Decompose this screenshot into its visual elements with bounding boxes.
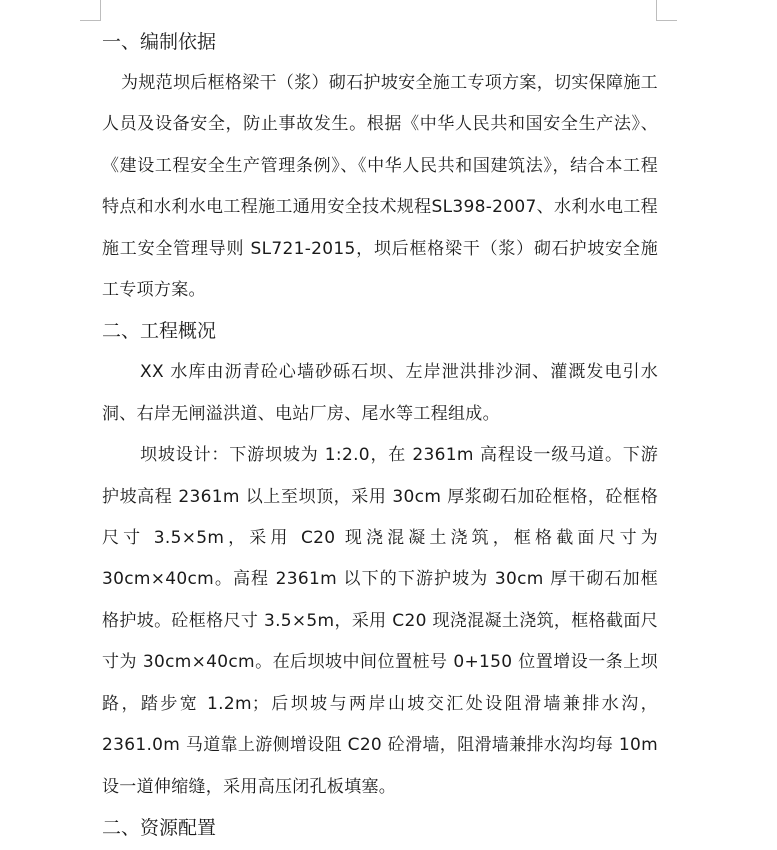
paragraph-overview-composition: XX 水库由沥青砼心墙砂砾石坝、左岸泄洪排沙洞、灌溉发电引水洞、右岸无闸溢洪道、电站厂房、尾水等工程组成。	[102, 362, 658, 424]
crop-mark-top-right	[656, 0, 677, 21]
crop-mark-top-left	[80, 0, 101, 21]
document-body	[102, 22, 658, 849]
section-heading-resources: 二、资源配置	[102, 816, 217, 839]
paragraph-basis: 为规范坝后框格梁干（浆）砌石护坡安全施工专项方案，切实保障施工人员及设备安全，防止事故发生。根据《中华人民共和国安全生产法》、《建设工程安全生产管理条例》、《中华人民共和国建筑法》，结合本工程特点和水利水电工程施工通用安全技术规程SL398-2007、水利水电工程施工安全管理导则 SL721-2015，坝后框格梁干（浆）砌石护坡安全施工专项方案。	[102, 73, 658, 301]
section-heading-basis: 一、编制依据	[102, 31, 217, 53]
section-heading-overview: 二、工程概况	[102, 320, 217, 343]
paragraph-overview-slope-design: 坝坡设计：下游坝坡为 1:2.0，在 2361m 高程设一级马道。下游护坡高程 2361m 以上至坝顶，采用 30cm 厚浆砌石加砼框格，砼框格尺寸 3.5×5m，采用 C20 现浇混凝土浇筑，框格截面尺寸为 30cm×40cm。高程 2361m 以下的下游护坡为 30cm 厚干砌石加框格护坡。砼框格尺寸 3.5×5m，采用 C20 现浇混凝土浇筑，框格截面尺寸为 30cm×40cm。在后坝坡中间位置桩号 0+150 位置增设一条上坝路，踏步宽 1.2m；后坝坡与两岸山坡交汇处设阻滑墙兼排水沟，2361.0m 马道靠上游侧增设阻 C20 砼滑墙，阻滑墙兼排水沟均每 10m 设一道伸缩缝，采用高压闭孔板填塞。	[102, 445, 658, 797]
